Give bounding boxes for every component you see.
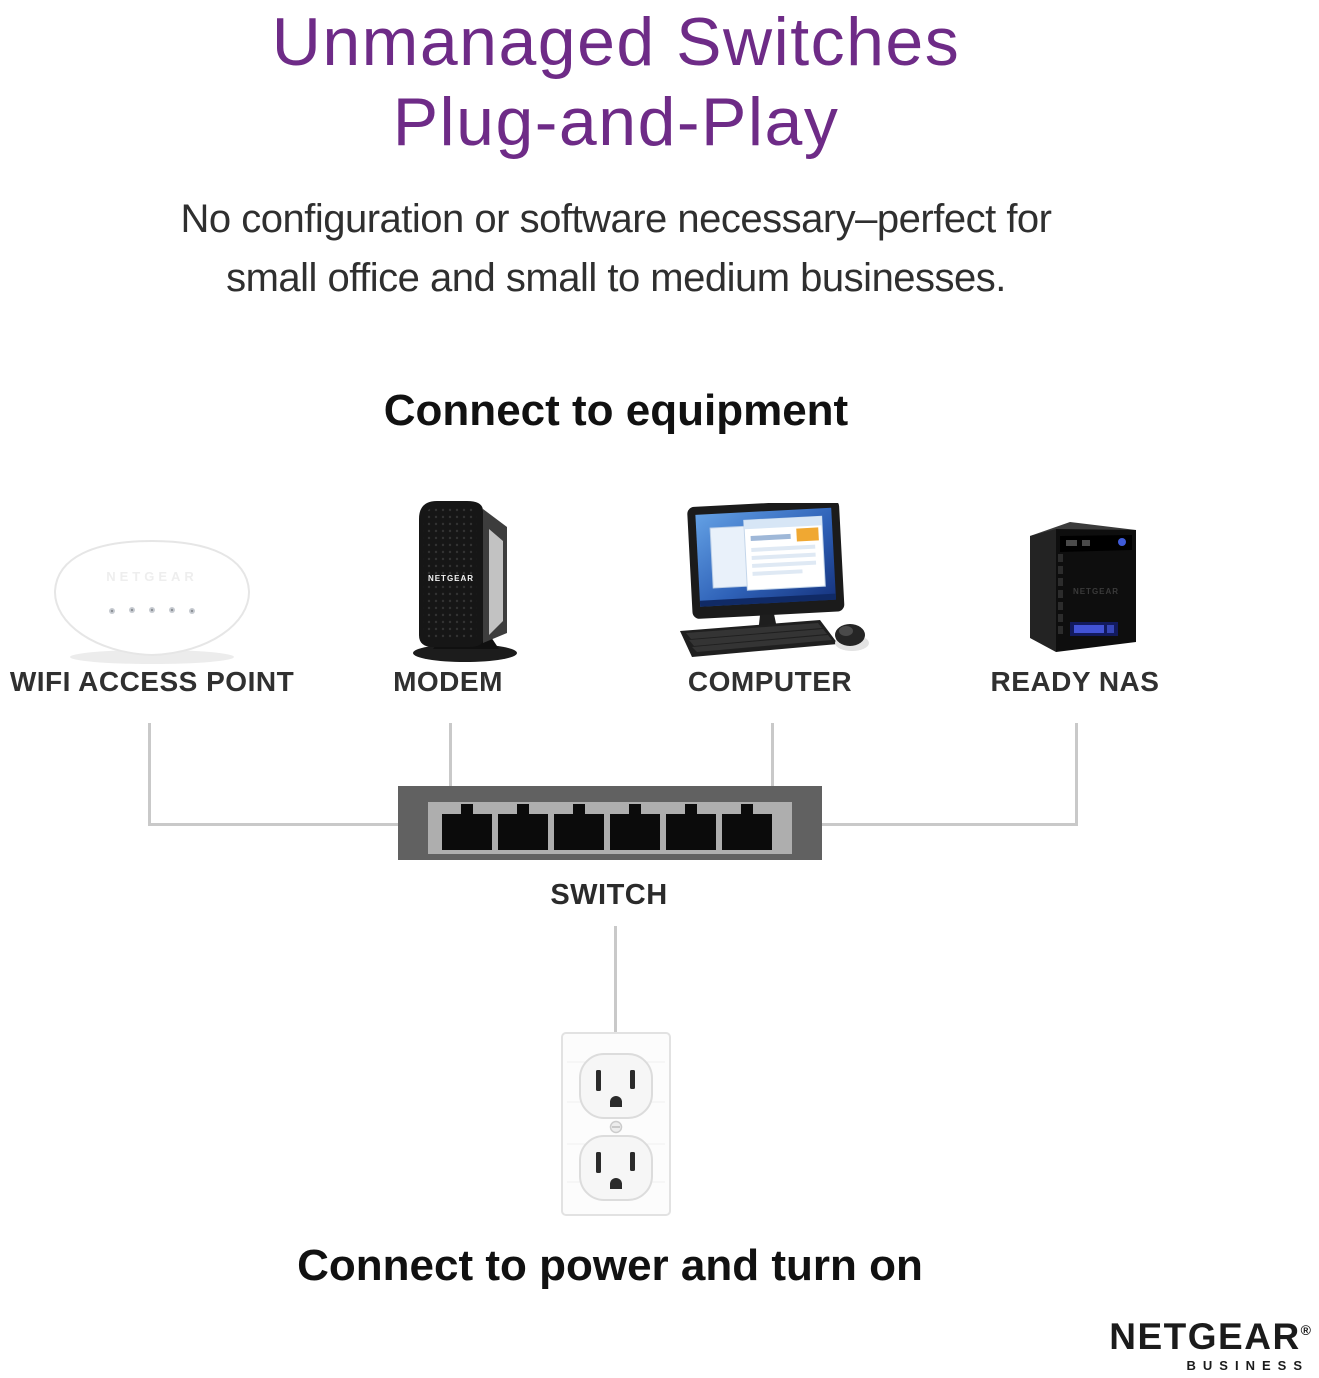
connector-power-vertical	[614, 926, 617, 1033]
power-section-title: Connect to power and turn on	[297, 1241, 923, 1290]
connector-ap-horizontal	[148, 823, 400, 826]
ap-body	[55, 541, 249, 655]
modem-illustration	[405, 493, 529, 665]
computer-illustration	[670, 503, 875, 665]
connector-modem-vertical	[449, 723, 452, 787]
modem-side-panel	[489, 529, 503, 635]
modem-brand-text: NETGEAR	[427, 574, 475, 583]
netgear-brand-text: NETGEAR	[1109, 1316, 1301, 1357]
outlet-receptacle-top	[580, 1054, 652, 1118]
registered-trademark-symbol: ®	[1300, 1322, 1311, 1338]
connector-computer-vertical	[771, 723, 774, 787]
page-subtitle	[0, 190, 1232, 308]
wifi-access-point-illustration	[44, 531, 259, 671]
power-outlet-icon	[561, 1032, 671, 1216]
computer-keyboard	[680, 620, 838, 657]
netgear-business-label: BUSINESS	[1186, 1358, 1309, 1373]
nas-vents	[1058, 554, 1063, 634]
wifi-access-point-icon	[44, 531, 259, 671]
power-outlet-illustration	[561, 1032, 671, 1216]
computer-monitor	[687, 503, 845, 619]
nas-power-led	[1118, 538, 1126, 546]
ap-brand-text: NETGEAR	[106, 569, 198, 584]
modem-icon	[405, 493, 529, 665]
device-label-ready-nas: READY NAS	[990, 666, 1160, 697]
outlet-screw	[611, 1122, 622, 1133]
switch-illustration	[398, 786, 822, 860]
device-label-computer: COMPUTER	[687, 666, 853, 697]
page-title	[0, 2, 1232, 162]
ready-nas-icon	[1012, 514, 1142, 656]
page-subtitle-line2: small office and small to medium businesses.	[226, 256, 1006, 300]
nas-brand-text: NETGEAR	[1072, 587, 1120, 596]
connector-nas-vertical	[1075, 723, 1078, 826]
connector-nas-horizontal	[820, 823, 1078, 826]
equipment-section-title: Connect to equipment	[383, 386, 849, 435]
computer-mouse	[835, 624, 869, 651]
switch-label: SWITCH	[550, 879, 668, 911]
device-label-modem: MODEM	[393, 666, 503, 697]
screen-highlight-panel	[796, 527, 819, 541]
netgear-wordmark	[1109, 1316, 1311, 1357]
nas-side	[1030, 529, 1056, 652]
page-subtitle-line1: No configuration or software necessary–perfect for	[180, 197, 1052, 241]
outlet-receptacle-bottom	[580, 1136, 652, 1200]
netgear-logo	[1109, 1316, 1311, 1373]
page-title-line2: Plug-and-Play	[392, 84, 840, 160]
device-label-wifi-access-point: WIFI ACCESS POINT	[9, 666, 295, 697]
page-title-line1: Unmanaged Switches	[271, 4, 961, 80]
ready-nas-illustration	[1012, 514, 1142, 656]
switch-icon	[398, 786, 822, 860]
computer-icon	[670, 503, 875, 665]
connector-ap-vertical	[148, 723, 151, 826]
